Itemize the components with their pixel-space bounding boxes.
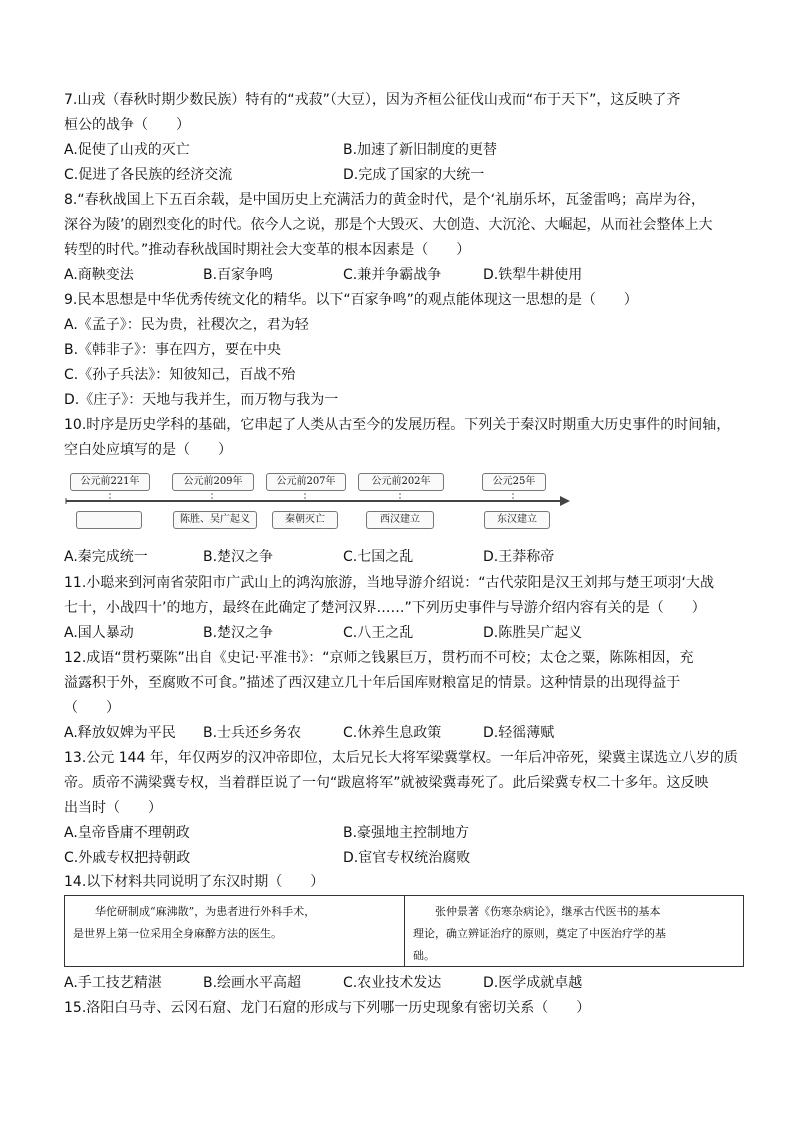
q8-option-b[interactable]: B.百家争鸣 [203, 267, 274, 283]
q14-material-left-line2: 是世界上第一位采用全身麻醉方法的医生。 [73, 927, 282, 940]
q8-option-c[interactable]: C.兼并争霸战争 [343, 267, 442, 283]
q12-option-a[interactable]: A.释放奴婢为平民 [64, 725, 176, 741]
q11-stem-line2: 七十，小战四十’的地方，最终在此确定了楚河汉界……”下列历史事件与导游介绍内容有关的是（ ） [64, 600, 706, 616]
q14-stem: 14.以下材料共同说明了东汉时期（ ） [64, 874, 325, 890]
q15-stem: 15.洛阳白马寺、云冈石窟、龙门石窟的形成与下列哪一历史现象有密切关系（ ） [64, 1000, 591, 1016]
timeline-arrowhead [560, 496, 570, 506]
q11-option-d[interactable]: D.陈胜吴广起义 [483, 625, 583, 641]
q14-material-left-line1: 华佗研制成“麻沸散”，为患者进行外科手术， [95, 905, 316, 918]
q14-material-right-line1: 张仲景著《伤寒杂病论》，继承古代医书的基本 [435, 905, 661, 918]
q12-option-b[interactable]: B.士兵还乡务农 [203, 725, 302, 741]
q9-stem: 9.民本思想是中华优秀传统文化的精华。以下“百家争鸣”的观点能体现这一思想的是（ ） [64, 292, 638, 308]
q13-stem-line1: 13.公元 144 年，年仅两岁的汉冲帝即位，太后兄长大将军梁冀掌权。一年后冲帝死，梁冀主谋选立八岁的质 [64, 750, 738, 766]
q11-option-b[interactable]: B.楚汉之争 [203, 625, 274, 641]
q9-option-d[interactable]: D.《庄子》：天地与我并生，而万物与我为一 [64, 392, 339, 408]
q8-option-a[interactable]: A.商鞅变法 [64, 267, 134, 283]
timeline-year-5: 公元25年 [482, 473, 546, 491]
q7-stem-line1: 7.山戎（春秋时期少数民族）特有的“戎菽”（大豆），因为齐桓公征伐山戎而“布于天下”，这反映了齐 [64, 92, 681, 108]
q8-stem-line2: 深谷为陵’的剧烈变化的时代。依今人之说，那是个大毁灭、大创造、大沉沦、大崛起，从而社会整体上大 [64, 217, 713, 233]
timeline-blank-box [76, 511, 142, 529]
q11-stem-line1: 11.小聪来到河南省荥阳市广武山上的鸿沟旅游，当地导游介绍说：“古代荥阳是汉王刘邦与楚王项羽‘大战 [64, 575, 714, 591]
timeline-event-1: 陈胜、吴广起义 [173, 511, 257, 529]
timeline-year-4: 公元前202年 [358, 473, 444, 491]
q11-option-c[interactable]: C.八王之乱 [343, 625, 414, 641]
q7-option-d[interactable]: D.完成了国家的大统一 [343, 167, 485, 183]
q13-stem-line2: 帝。质帝不满梁冀专权，当着群臣说了一句“跋扈将军”就被梁冀毒死了。此后梁冀专权二十多年。这反映 [64, 775, 709, 791]
q13-stem-line3: 出当时（ ） [64, 800, 162, 816]
q10-option-d[interactable]: D.王莽称帝 [483, 549, 555, 565]
timeline-event-2: 秦朝灭亡 [272, 511, 338, 529]
q14-option-b[interactable]: B.绘画水平高超 [203, 975, 302, 991]
q8-option-d[interactable]: D.铁犁牛耕使用 [483, 267, 583, 283]
q11-option-a[interactable]: A.国人暴动 [64, 625, 134, 641]
q14-material-table [64, 895, 744, 967]
q10-option-a[interactable]: A.秦完成统一 [64, 549, 148, 565]
q12-option-d[interactable]: D.轻徭薄赋 [483, 725, 555, 741]
q12-stem-line1: 12.成语“贯朽粟陈”出自《史记·平准书》：“京师之钱累巨万，贯朽而不可校；太仓之粟，陈陈相因，充 [64, 650, 694, 666]
q12-option-c[interactable]: C.休养生息政策 [343, 725, 442, 741]
q10-stem-line2: 空白处应填写的是（ ） [64, 442, 232, 458]
timeline-event-4: 东汉建立 [484, 511, 550, 529]
q13-option-a[interactable]: A.皇帝昏庸不理朝政 [64, 825, 190, 841]
q14-option-a[interactable]: A.手工技艺精湛 [64, 975, 162, 991]
q12-stem-line3: （ ） [64, 700, 120, 716]
q7-stem-line2: 桓公的战争（ ） [64, 117, 190, 133]
q8-stem-line3: 转型的时代。”推动春秋战国时期社会大变革的根本因素是（ ） [64, 242, 471, 258]
timeline-event-3: 西汉建立 [366, 511, 434, 529]
q7-option-c[interactable]: C.促进了各民族的经济交流 [64, 167, 233, 183]
q13-option-d[interactable]: D.宦官专权统治腐败 [343, 850, 471, 866]
q14-material-right-line2: 理论，确立辨证治疗的原则，奠定了中医治疗学的基 [413, 927, 666, 940]
q13-option-c[interactable]: C.外戚专权把持朝政 [64, 850, 191, 866]
q14-option-d[interactable]: D.医学成就卓越 [483, 975, 583, 991]
q10-option-b[interactable]: B.楚汉之争 [203, 549, 274, 565]
q10-stem-line1: 10.时序是历史学科的基础，它串起了人类从古至今的发展历程。下列关于秦汉时期重大历史事件的时间轴， [64, 417, 731, 433]
q7-option-b[interactable]: B.加速了新旧制度的更替 [343, 142, 498, 158]
q12-stem-line2: 溢露积于外，至腐败不可食。”描述了西汉建立几十年后国库财粮富足的情景。这种情景的出现得益于 [64, 675, 681, 691]
q7-option-a[interactable]: A.促使了山戎的灭亡 [64, 142, 190, 158]
q14-material-right [405, 896, 743, 966]
q10-option-c[interactable]: C.七国之乱 [343, 549, 414, 565]
q13-option-b[interactable]: B.豪强地主控制地方 [343, 825, 470, 841]
q14-material-right-line3: 础。 [413, 949, 435, 962]
timeline-year-2: 公元前209年 [172, 473, 254, 491]
q14-material-left [65, 896, 405, 966]
q9-option-c[interactable]: C.《孙子兵法》：知彼知己，百战不殆 [64, 367, 296, 383]
timeline-year-3: 公元前207年 [266, 473, 346, 491]
q14-option-c[interactable]: C.农业技术发达 [343, 975, 442, 991]
timeline-year-1: 公元前221年 [70, 473, 150, 491]
q9-option-b[interactable]: B.《韩非子》：事在四方，要在中央 [64, 342, 282, 358]
q8-stem-line1: 8.“春秋战国上下五百余载，是中国历史上充满活力的黄金时代，是个‘礼崩乐坏，瓦釜雷鸣；高岸为谷， [64, 192, 706, 208]
q9-option-a[interactable]: A.《孟子》：民为贵，社稷次之，君为轻 [64, 317, 309, 333]
